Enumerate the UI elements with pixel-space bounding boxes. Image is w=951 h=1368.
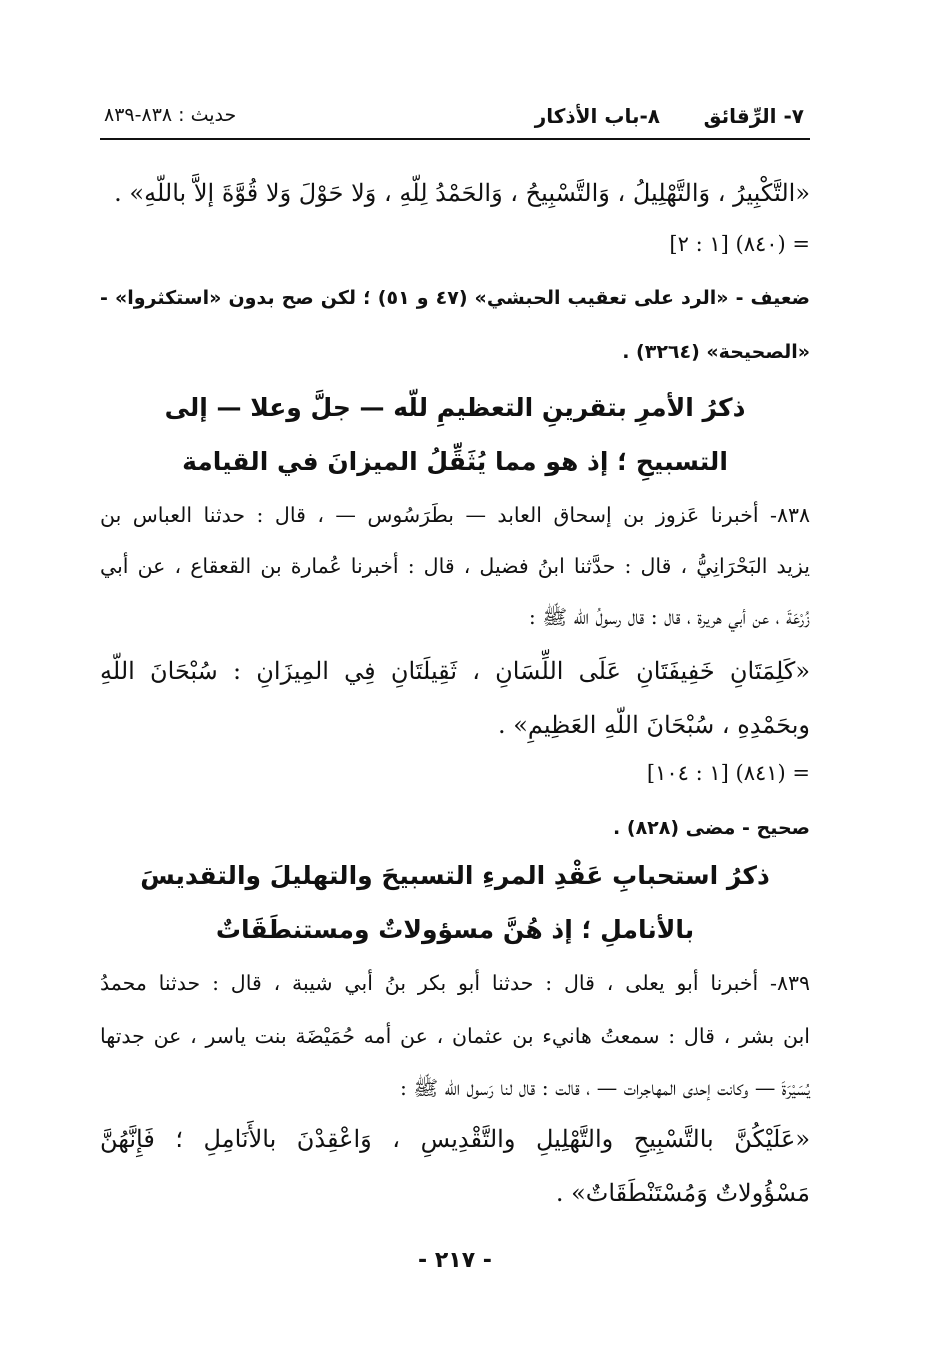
isnad-text: ٨٣٨- أخبرنا عَزوز بن إسحاق العابد — بطَرَسُوس — ، قال : حدثنا العباس بن (100, 503, 810, 527)
isnad-text: ابن بشر ، قال : سمعتُ هانيء بن عثمان ، عن أمه حُمَيْضَة بنت ياسر ، عن جدتها (100, 1024, 810, 1048)
hadith-text: «عَلَيْكُنَّ بالتَّسْبِيحِ والتَّهْلِيلِ والتَّقْدِيسِ ، وَاعْقِدْنَ بالأَنَامِلِ ؛ فَإِنَّهُنَّ (100, 1125, 810, 1153)
chapter-heading-continued: التسبيحِ ؛ إذ هو مما يُثَقِّلُ الميزانَ في القيامة (182, 447, 728, 476)
isnad-text: ٨٣٩- أخبرنا أبو يعلى ، قال : حدثنا أبو بكر بنُ أبي شيبة ، قال : حدثنا محمدُ (100, 971, 810, 995)
hadith-range: حديث : ٨٣٨-٨٣٩ (104, 104, 237, 126)
hadith-text: «التَّكْبِيرُ ، وَالتَّهْلِيلُ ، وَالتَّسْبِيحُ ، وَالحَمْدُ لِلّهِ ، وَلا حَوْلَ وَلا قُوَّةَ إلاَّ باللّهِ» . (114, 179, 810, 207)
hadith-text: وبحَمْدِهِ ، سُبْحَانَ اللّهِ العَظِيمِ» . (497, 711, 810, 739)
chapter-heading-continued: بالأناملِ ؛ إذ هُنَّ مسؤولاتٌ ومستنطَقَاتٌ (215, 915, 695, 944)
chapter-heading: ذكرُ الأمرِ بتقرينِ التعظيمِ للّه — جلَّ وعلا — إلى (164, 393, 746, 422)
running-header (100, 98, 810, 140)
grading-note: ضعيف - «الرد على تعقيب الحبشي» (٤٧ و ٥١) ؛ لكن صح بدون «استكثروا» - (100, 287, 810, 309)
cross-reference: = (٨٤٠) [١ : ٢] (669, 232, 810, 256)
isnad-text: يزيد البَحْرَانِيُّ ، قال : حدَّثنا ابنُ فضيل ، قال : أخبرنا عُمارة بن القعقاع ، عن أبي (100, 554, 810, 578)
isnad-text: زُرْعَةَ ، عن أبي هريرة ، قال : قال رسولُ اللّه ﷺ : (528, 605, 810, 629)
section-title: ٨-باب الأذكار (534, 104, 660, 128)
grading-note-continued: «الصحيحة» (٣٢٦٤) . (622, 341, 810, 363)
page-number: - ٢١٧ - (418, 1248, 492, 1273)
cross-reference: = (٨٤١) [١ : ١٠٤] (646, 761, 810, 785)
chapter-heading: ذكرُ استحبابِ عَقْدِ المرءِ التسبيحَ والتهليلَ والتقديسَ (140, 861, 770, 890)
hadith-text: «كَلِمَتَانِ خَفِيفَتَانِ عَلَى اللِّسَانِ ، ثَقِيلَتَانِ فِي المِيزَانِ : سُبْحَانَ اللّهِ (100, 657, 810, 685)
hadith-text: مَسْؤُولاتٌ وَمُسْتَنْطَقَاتٌ» . (555, 1179, 810, 1207)
isnad-text: يُسَيْرَةَ — وكانت إحدى المهاجرات — ، قالت : قال لنا رَسول اللّه ﷺ : (399, 1076, 810, 1100)
grading-note: صحيح - مضى (٨٢٨) . (613, 817, 810, 839)
chapter-title: ٧- الرِّقائق (703, 104, 804, 128)
document-page (100, 90, 810, 1350)
